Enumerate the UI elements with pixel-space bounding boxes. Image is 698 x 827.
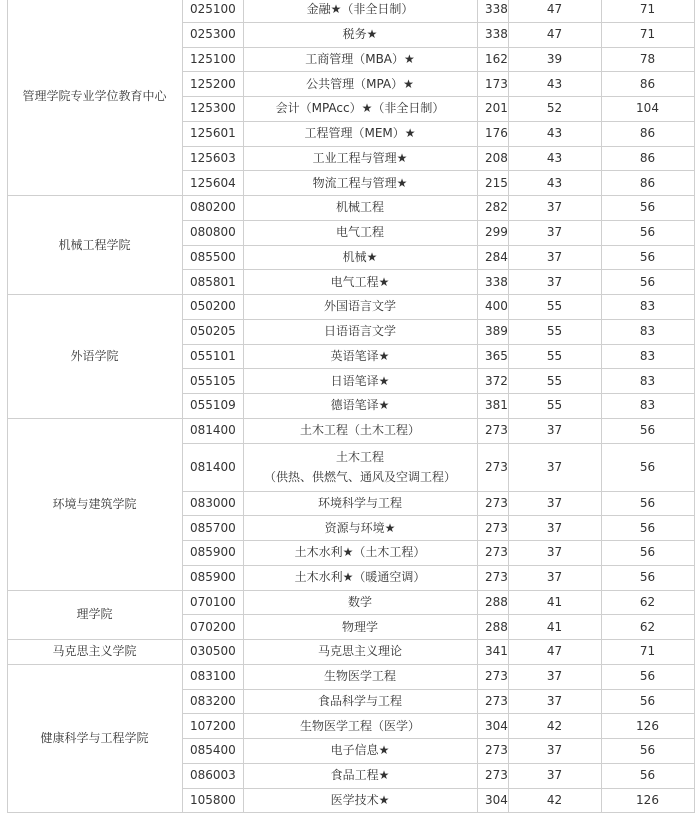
major-name-line: 机械★: [342, 249, 378, 264]
multi-score: 56: [639, 495, 656, 510]
multi-score: 78: [639, 51, 656, 66]
multi-score: 56: [639, 274, 656, 289]
row-divider: [182, 614, 695, 615]
multi-score: 56: [639, 249, 656, 264]
row-divider: [182, 491, 695, 492]
major-name: [243, 121, 477, 146]
major-name-line: （供热、供燃气、通风及空调工程）: [263, 469, 456, 484]
total-score: 201: [485, 101, 508, 116]
major-name: [243, 763, 477, 788]
multi-score: 86: [639, 175, 656, 190]
total-score: 215: [485, 175, 508, 190]
major-name-line: 工业工程与管理★: [312, 150, 408, 165]
total-score: 273: [485, 423, 508, 438]
major-code: 086003: [190, 768, 236, 783]
major-code: 105800: [190, 792, 236, 807]
multi-score: 56: [639, 669, 656, 684]
multi-score: 56: [639, 693, 656, 708]
single-score: 43: [546, 76, 563, 91]
major-name: [243, 515, 477, 540]
major-name: [243, 96, 477, 121]
column-divider: [182, 0, 183, 812]
major-name-line: 外国语言文学: [323, 299, 396, 314]
single-score: 37: [546, 200, 563, 215]
single-score: 37: [546, 495, 563, 510]
multi-score: 104: [636, 101, 659, 116]
multi-score: 126: [636, 792, 659, 807]
row-divider: [7, 418, 695, 419]
single-score: 41: [546, 619, 563, 634]
total-score: 273: [485, 520, 508, 535]
department-name: 马克思主义学院: [52, 644, 137, 659]
single-score: 37: [546, 693, 563, 708]
row-divider: [7, 639, 695, 640]
major-code: 083200: [190, 693, 236, 708]
multi-score: 56: [639, 225, 656, 240]
total-score: 338: [485, 2, 508, 17]
major-name-line: 物理学: [341, 619, 378, 634]
row-divider: [182, 170, 695, 171]
major-code: 081400: [190, 423, 236, 438]
single-score: 37: [546, 274, 563, 289]
row-divider: [182, 269, 695, 270]
major-name: [243, 22, 477, 47]
multi-score: 83: [639, 324, 656, 339]
multi-score: 71: [639, 644, 656, 659]
single-score: 41: [546, 594, 563, 609]
row-divider: [182, 344, 695, 345]
total-score: 389: [485, 324, 508, 339]
row-divider: [182, 71, 695, 72]
department-name: 管理学院专业学位教育中心: [22, 89, 167, 103]
major-name: [243, 344, 477, 369]
multi-score: 56: [639, 743, 656, 758]
major-code: 070100: [190, 594, 236, 609]
total-score: 288: [485, 619, 508, 634]
major-code: 125604: [190, 175, 236, 190]
row-divider: [182, 689, 695, 690]
total-score: 381: [485, 398, 508, 413]
column-divider: [243, 0, 244, 812]
row-divider: [182, 763, 695, 764]
major-name-line: 医学技术★: [330, 792, 390, 807]
major-code: 030500: [190, 644, 236, 659]
major-name: [243, 146, 477, 171]
single-score: 37: [546, 423, 563, 438]
single-score: 37: [546, 545, 563, 560]
major-code: 025100: [190, 2, 236, 17]
major-name-line: 工商管理（MBA）★: [305, 51, 415, 66]
single-score: 55: [546, 398, 563, 413]
total-score: 162: [485, 51, 508, 66]
total-score: 372: [485, 373, 508, 388]
major-code: 083000: [190, 495, 236, 510]
major-code: 081400: [190, 459, 236, 474]
major-code: 125601: [190, 126, 236, 141]
total-score: 273: [485, 669, 508, 684]
major-name: [243, 565, 477, 590]
major-code: 083100: [190, 669, 236, 684]
total-score: 284: [485, 249, 508, 264]
total-score: 273: [485, 459, 508, 474]
multi-score: 56: [639, 768, 656, 783]
total-score: 273: [485, 495, 508, 510]
major-name-line: 物流工程与管理★: [312, 175, 408, 190]
row-divider: [182, 96, 695, 97]
major-name: [243, 71, 477, 96]
major-name: [243, 269, 477, 294]
single-score: 55: [546, 348, 563, 363]
row-divider: [182, 443, 695, 444]
multi-score: 83: [639, 398, 656, 413]
major-name: [243, 47, 477, 72]
single-score: 37: [546, 669, 563, 684]
total-score: 365: [485, 348, 508, 363]
single-score: 43: [546, 150, 563, 165]
multi-score: 126: [636, 718, 659, 733]
major-name-line: 马克思主义理论: [317, 644, 402, 659]
department-name: 理学院: [76, 607, 113, 622]
major-name-line: 电气工程★: [330, 274, 390, 289]
major-code: 085500: [190, 249, 236, 264]
row-divider: [182, 393, 695, 394]
major-code: 085400: [190, 743, 236, 758]
single-score: 42: [546, 792, 563, 807]
single-score: 55: [546, 373, 563, 388]
major-code: 080800: [190, 225, 236, 240]
row-divider: [182, 540, 695, 541]
major-name-line: 金融★（非全日制）: [306, 2, 414, 17]
major-code: 085700: [190, 520, 236, 535]
major-name: [243, 220, 477, 245]
multi-score: 56: [639, 570, 656, 585]
major-code: 050205: [190, 324, 236, 339]
single-score: 43: [546, 175, 563, 190]
single-score: 52: [546, 101, 563, 116]
major-code: 055105: [190, 373, 236, 388]
total-score: 273: [485, 743, 508, 758]
row-divider: [182, 319, 695, 320]
major-name-line: 土木工程: [335, 449, 384, 464]
single-score: 43: [546, 126, 563, 141]
single-score: 37: [546, 743, 563, 758]
major-name-line: 环境科学与工程: [317, 495, 402, 510]
row-divider: [182, 245, 695, 246]
major-code: 107200: [190, 718, 236, 733]
multi-score: 62: [639, 619, 656, 634]
single-score: 37: [546, 459, 563, 474]
row-divider: [182, 220, 695, 221]
single-score: 47: [546, 644, 563, 659]
row-divider: [182, 121, 695, 122]
major-name: [243, 664, 477, 689]
major-name: [243, 443, 477, 491]
total-score: 338: [485, 27, 508, 42]
major-name: [243, 170, 477, 195]
row-divider: [182, 47, 695, 48]
major-name: [243, 294, 477, 319]
row-divider: [182, 22, 695, 23]
row-divider: [7, 664, 695, 665]
major-name-line: 食品工程★: [330, 768, 390, 783]
row-divider: [7, 812, 695, 813]
column-divider: [508, 0, 509, 812]
single-score: 39: [546, 51, 563, 66]
single-score: 37: [546, 520, 563, 535]
major-name-line: 日语语言文学: [323, 324, 396, 339]
total-score: 341: [485, 644, 508, 659]
multi-score: 62: [639, 594, 656, 609]
single-score: 37: [546, 570, 563, 585]
department-name: 健康科学与工程学院: [40, 731, 149, 745]
major-code: 125603: [190, 150, 236, 165]
major-name-line: 土木水利★（暖通空调）: [294, 570, 426, 585]
row-divider: [182, 738, 695, 739]
major-name-line: 会计（MPAcc）★（非全日制）: [275, 101, 445, 116]
column-divider: [601, 0, 602, 812]
multi-score: 56: [639, 520, 656, 535]
row-divider: [182, 515, 695, 516]
major-name: [243, 614, 477, 639]
major-code: 125200: [190, 76, 236, 91]
single-score: 55: [546, 324, 563, 339]
major-code: 050200: [190, 299, 236, 314]
row-divider: [182, 565, 695, 566]
single-score: 37: [546, 768, 563, 783]
row-divider: [7, 195, 695, 196]
major-code: 085801: [190, 274, 236, 289]
major-code: 125100: [190, 51, 236, 66]
major-code: 055109: [190, 398, 236, 413]
major-name: [243, 245, 477, 270]
major-name: [243, 639, 477, 664]
major-name: [243, 195, 477, 220]
multi-score: 71: [639, 27, 656, 42]
row-divider: [7, 590, 695, 591]
major-name: [243, 0, 477, 22]
total-score: 273: [485, 768, 508, 783]
major-name-line: 数学: [347, 594, 372, 609]
major-name: [243, 393, 477, 418]
single-score: 47: [546, 2, 563, 17]
column-divider: [7, 0, 8, 812]
major-name-line: 公共管理（MPA）★: [306, 76, 414, 91]
row-divider: [182, 788, 695, 789]
total-score: 338: [485, 274, 508, 289]
major-code: 125300: [190, 101, 236, 116]
multi-score: 56: [639, 423, 656, 438]
total-score: 400: [485, 299, 508, 314]
major-code: 080200: [190, 200, 236, 215]
total-score: 273: [485, 693, 508, 708]
multi-score: 71: [639, 2, 656, 17]
major-name-line: 资源与环境★: [324, 520, 396, 535]
major-name: [243, 788, 477, 813]
total-score: 304: [485, 792, 508, 807]
total-score: 288: [485, 594, 508, 609]
single-score: 47: [546, 27, 563, 42]
multi-score: 56: [639, 200, 656, 215]
major-name-line: 工程管理（MEM）★: [304, 126, 416, 141]
multi-score: 83: [639, 299, 656, 314]
multi-score: 56: [639, 459, 656, 474]
multi-score: 86: [639, 126, 656, 141]
major-name: [243, 319, 477, 344]
row-divider: [7, 294, 695, 295]
row-divider: [182, 368, 695, 369]
row-divider: [182, 713, 695, 714]
single-score: 37: [546, 225, 563, 240]
column-divider: [694, 0, 695, 812]
major-code: 085900: [190, 545, 236, 560]
major-name: [243, 713, 477, 738]
department-name: 环境与建筑学院: [52, 496, 137, 511]
total-score: 273: [485, 570, 508, 585]
row-divider: [182, 146, 695, 147]
multi-score: 83: [639, 348, 656, 363]
major-name: [243, 590, 477, 615]
department-name: 外语学院: [70, 348, 119, 363]
major-name-line: 生物医学工程: [323, 669, 396, 684]
single-score: 42: [546, 718, 563, 733]
major-name-line: 德语笔译★: [330, 398, 390, 413]
major-code: 025300: [190, 27, 236, 42]
total-score: 173: [485, 76, 508, 91]
major-name: [243, 418, 477, 443]
column-divider: [477, 0, 478, 812]
multi-score: 83: [639, 373, 656, 388]
major-name: [243, 368, 477, 393]
major-name-line: 土木工程（土木工程）: [299, 423, 420, 438]
multi-score: 56: [639, 545, 656, 560]
single-score: 37: [546, 249, 563, 264]
total-score: 299: [485, 225, 508, 240]
major-code: 070200: [190, 619, 236, 634]
major-name-line: 生物医学工程（医学）: [299, 718, 420, 733]
single-score: 55: [546, 299, 563, 314]
major-name-line: 机械工程: [335, 200, 384, 215]
total-score: 282: [485, 200, 508, 215]
major-name: [243, 491, 477, 516]
major-name-line: 税务★: [342, 27, 378, 42]
department-name: 机械工程学院: [58, 237, 131, 252]
major-name-line: 英语笔译★: [330, 348, 390, 363]
total-score: 304: [485, 718, 508, 733]
major-name-line: 电气工程: [335, 225, 384, 240]
major-name-line: 电子信息★: [330, 743, 390, 758]
total-score: 176: [485, 126, 508, 141]
major-name: [243, 738, 477, 763]
multi-score: 86: [639, 76, 656, 91]
total-score: 273: [485, 545, 508, 560]
total-score: 208: [485, 150, 508, 165]
major-code: 055101: [190, 348, 236, 363]
major-name-line: 土木水利★（土木工程）: [294, 545, 426, 560]
major-code: 085900: [190, 570, 236, 585]
multi-score: 86: [639, 150, 656, 165]
major-name: [243, 689, 477, 714]
major-name-line: 食品科学与工程: [317, 693, 402, 708]
major-name-line: 日语笔译★: [330, 373, 390, 388]
major-name: [243, 540, 477, 565]
